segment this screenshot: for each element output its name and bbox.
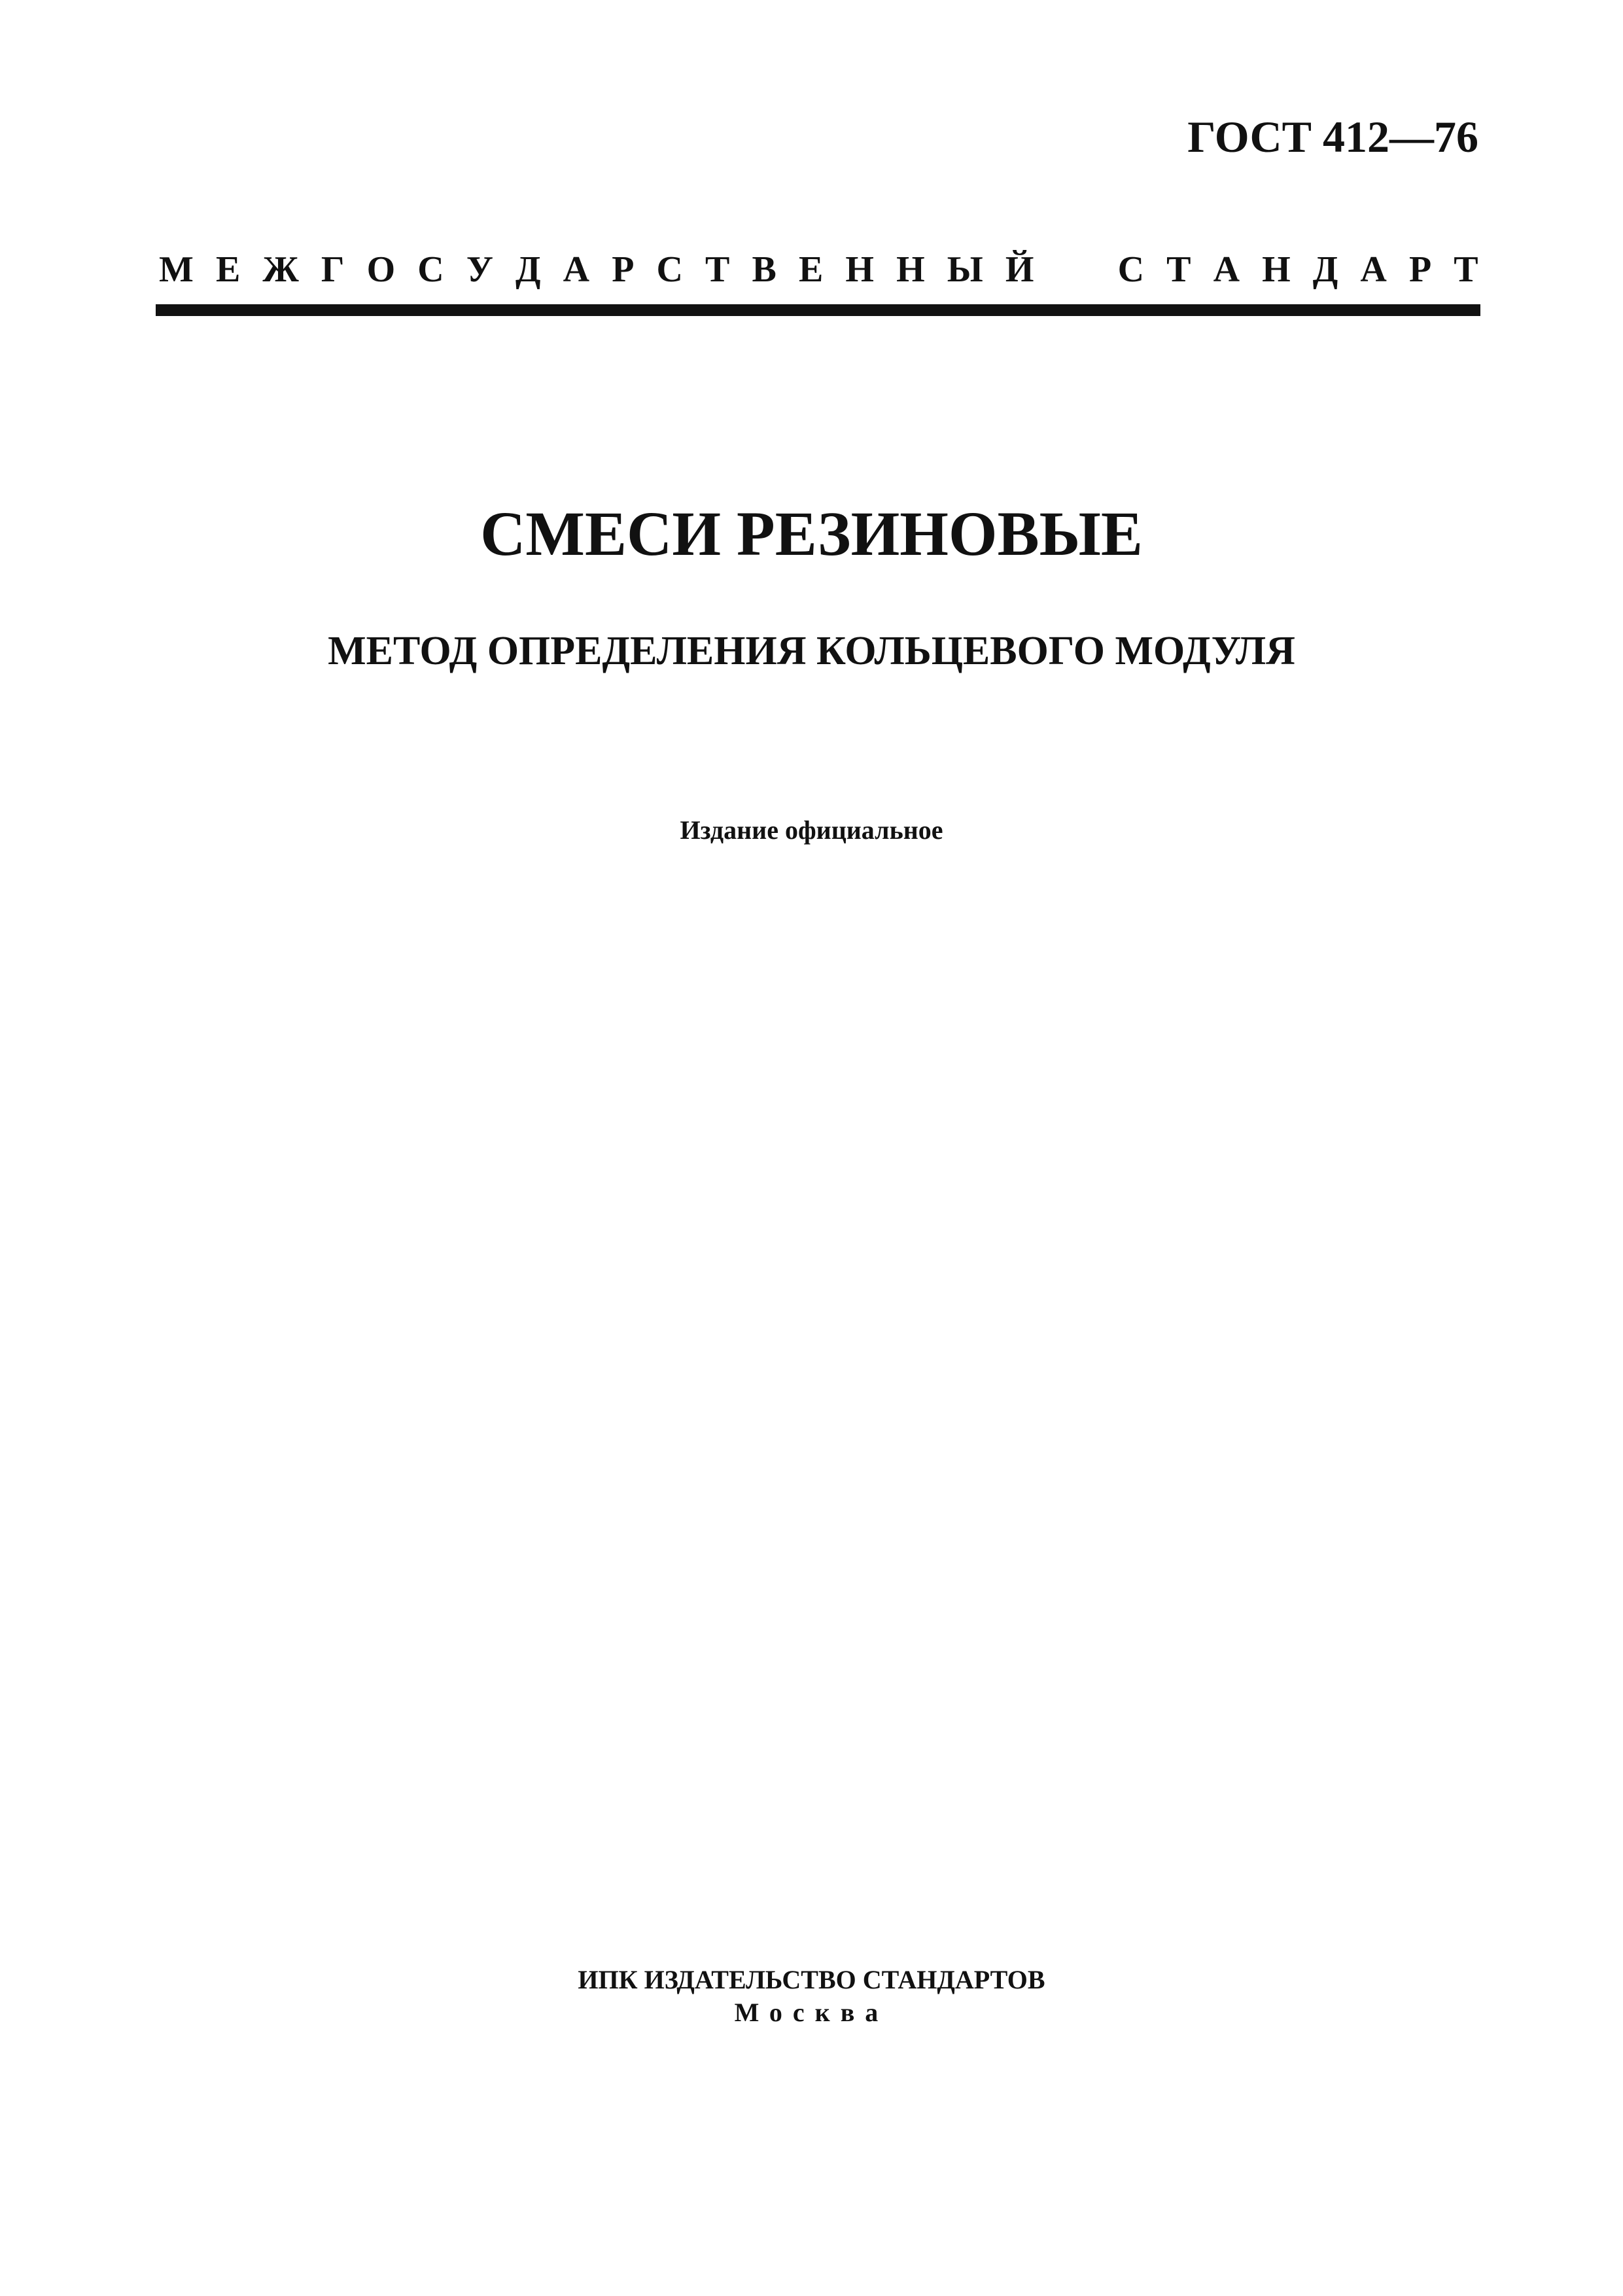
category-letter: Н: [1262, 249, 1291, 290]
category-letter: Т: [1166, 249, 1191, 290]
category-letter: Е: [798, 249, 824, 290]
category-letter: С: [1117, 249, 1145, 290]
category-letter: Е: [215, 249, 241, 290]
publisher-name: ИПК ИЗДАТЕЛЬСТВО СТАНДАРТОВ: [578, 1965, 1045, 1994]
category-letter: А: [1360, 249, 1387, 290]
category-letter: Д: [515, 249, 541, 290]
category-letter: Т: [705, 249, 730, 290]
category-letter: Р: [1408, 249, 1432, 290]
document-title: СМЕСИ РЕЗИНОВЫЕ: [480, 499, 1143, 569]
category-letter: Д: [1312, 249, 1338, 290]
category-letter: В: [752, 249, 777, 290]
document-subtitle: МЕТОД ОПРЕДЕЛЕНИЯ КОЛЬЦЕВОГО МОДУЛЯ: [328, 629, 1295, 673]
standard-category: [159, 249, 1478, 291]
category-letter: Ы: [947, 249, 983, 290]
category-letter: Н: [896, 249, 925, 290]
category-letter: М: [159, 249, 194, 290]
publisher-city: Москва: [734, 1998, 889, 2027]
document-number: ГОСТ 412—76: [1187, 112, 1478, 162]
category-letter: Р: [612, 249, 635, 290]
category-letter: С: [656, 249, 683, 290]
category-letter: У: [466, 249, 493, 290]
category-letter: Ж: [262, 249, 299, 290]
category-letter: А: [1213, 249, 1240, 290]
category-letter: О: [366, 249, 396, 290]
edition-note: Издание официальное: [680, 815, 943, 845]
category-letter: С: [417, 249, 444, 290]
category-letter: Н: [845, 249, 874, 290]
category-letter: Т: [1454, 249, 1478, 290]
category-letter: Й: [1005, 249, 1034, 290]
header-rule: [156, 304, 1480, 316]
category-letter: А: [563, 249, 590, 290]
category-letter: Г: [321, 249, 345, 290]
